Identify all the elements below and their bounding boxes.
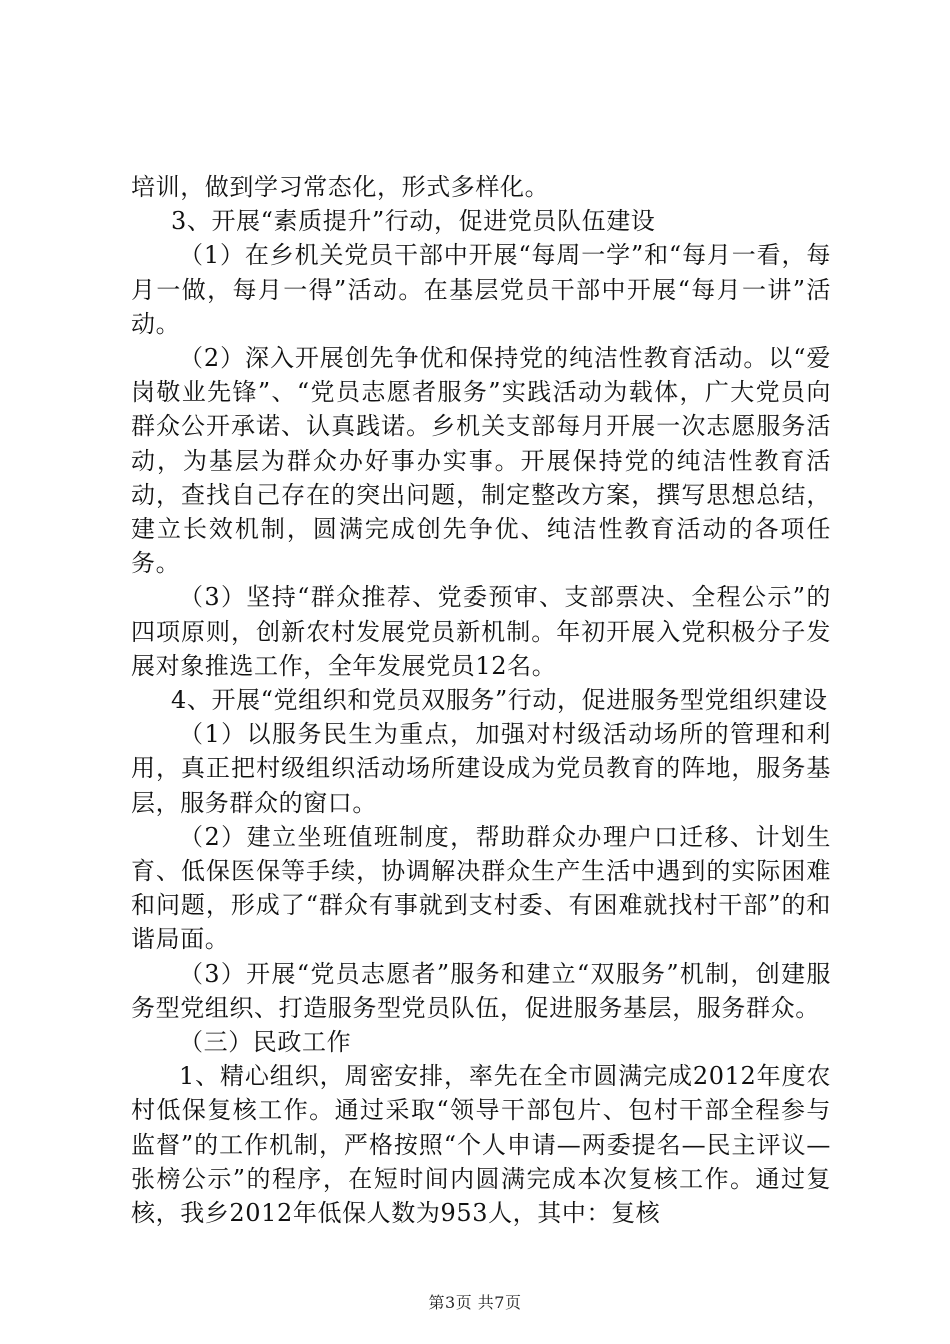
section-heading-3: 3、开展“素质提升”行动，促进党员队伍建设	[171, 207, 656, 236]
document-body	[131, 170, 831, 1230]
section-heading-4: 4、开展“党组织和党员双服务”行动，促进服务型党组织建设	[171, 686, 828, 715]
paragraph-civil-affairs-1: 1、精心组织，周密安排，率先在全市圆满完成2012年度农村低保复核工作。通过采取“领导干部包片、包村干部全程参与监督”的工作机制，严格按照“个人申请—两委提名—民主评议—张榜公示”的程序，在短时间内圆满完成本次复核工作。通过复核，我乡2012年低保人数为953人，其中：复核	[131, 1062, 831, 1228]
section-heading-civil-affairs: （三）民政工作	[179, 1028, 352, 1057]
paragraph-continuation: 培训，做到学习常态化，形式多样化。	[131, 173, 550, 201]
page-number-footer: 第3页 共7页	[428, 1293, 522, 1312]
paragraph-item-3-2: （2）深入开展创先争优和保持党的纯洁性教育活动。以“爱岗敬业先锋”、“党员志愿者服务”实践活动为载体，广大党员向群众公开承诺、认真践诺。乡机关支部每月开展一次志愿服务活动，为基层为群众办好事办实事。开展保持党的纯洁性教育活动，查找自己存在的突出问题，制定整改方案，撰写思想总结，建立长效机制，圆满完成创先争优、纯洁性教育活动的各项任务。	[131, 344, 831, 578]
paragraph-item-4-2: （2）建立坐班值班制度，帮助群众办理户口迁移、计划生育、低保医保等手续，协调解决群众生产生活中遇到的实际困难和问题，形成了“群众有事就到支村委、有困难就找村干部”的和谐局面。	[131, 822, 831, 954]
paragraph-item-3-1: （1）在乡机关党员干部中开展“每周一学”和“每月一看，每月一做，每月一得”活动。在基层党员干部中开展“每月一讲”活动。	[131, 241, 831, 338]
paragraph-item-4-1: （1）以服务民生为重点，加强对村级活动场所的管理和利用，真正把村级组织活动场所建设成为党员教育的阵地，服务基层，服务群众的窗口。	[131, 720, 831, 817]
paragraph-item-4-3: （3）开展“党员志愿者”服务和建立“双服务”机制，创建服务型党组织、打造服务型党员队伍，促进服务基层，服务群众。	[131, 959, 831, 1022]
paragraph-item-3-3: （3）坚持“群众推荐、党委预审、支部票决、全程公示”的四项原则，创新农村发展党员新机制。年初开展入党积极分子发展对象推选工作，全年发展党员12名。	[131, 583, 831, 680]
